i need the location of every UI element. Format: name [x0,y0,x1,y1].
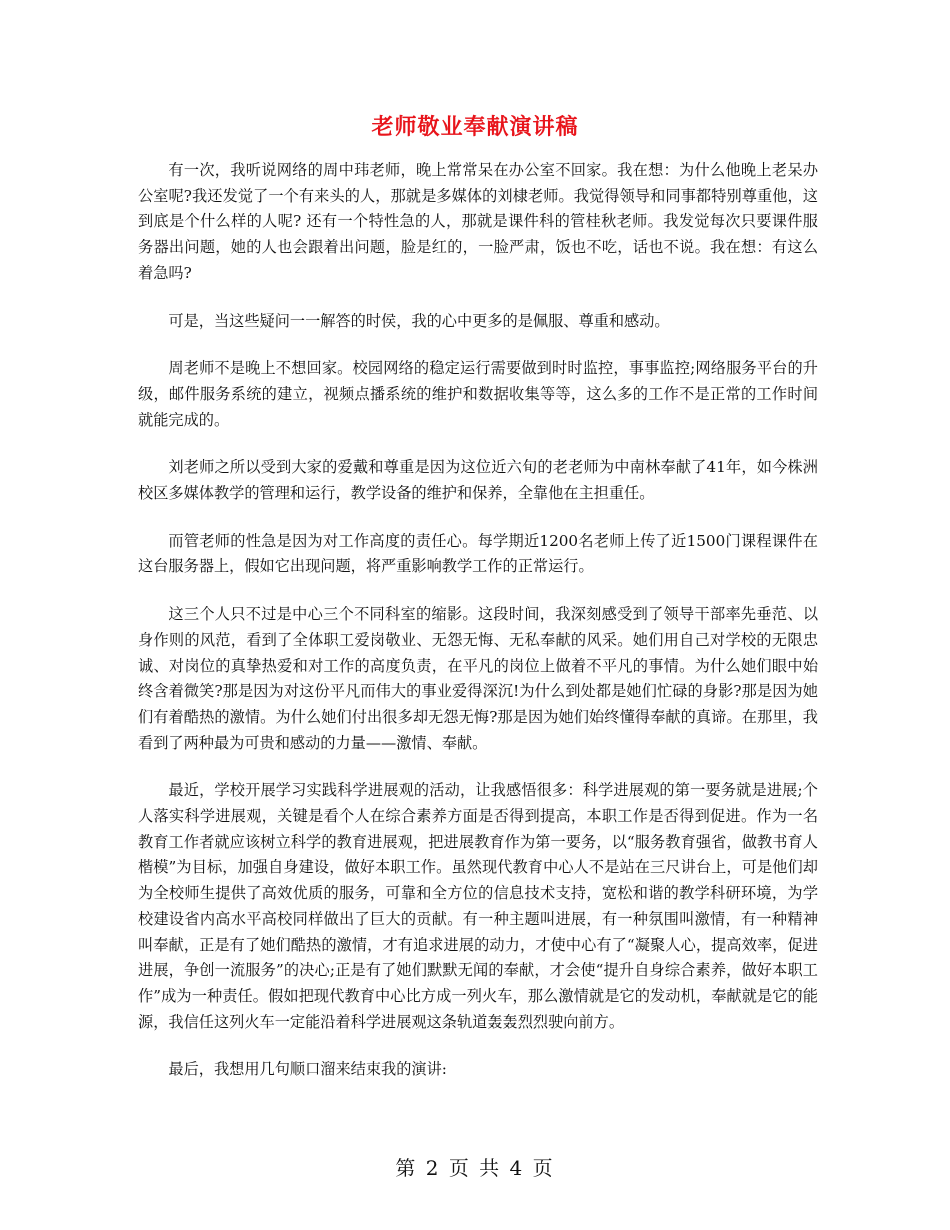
document-body [138,158,818,1105]
paragraph: 可是，当这些疑问一一解答的时侯，我的心中更多的是佩服、尊重和感动。 [168,311,670,330]
paragraph: 刘老师之所以受到大家的爱戴和尊重是因为这位近六旬的老老师为中南林奉献了41年，如今株洲校区多媒体教学的管理和运行，教学设备的维护和保养，全靠他在主担重任。 [138,458,818,503]
paragraph: 有一次，我听说网络的周中玮老师，晚上常常呆在办公室不回家。我在想：为什么他晚上老呆办公室呢?我还发觉了一个有来头的人，那就是多媒体的刘棣老师。我觉得领导和同事都特别尊重他，这到底是个什么样的人呢? 还有一个特性急的人，那就是课件科的管桂秋老师。我发觉每次只要课件服务器出问题，她的人也会跟着出问题，脸是红的，一脸严肃，饭也不吃，话也不说。我在想：有这么着急吗? [138,161,818,282]
paragraph: 最近，学校开展学习实践科学进展观的活动，让我感悟很多：科学进展观的第一要务就是进展;个人落实科学进展观，关键是看个人在综合素养方面是否得到提高，本职工作是否得到促进。作为一名教育工作者就应该树立科学的教育进展观，把进展教育作为第一要务，以“服务教育强省，做教书育人楷模”为目标，加强自身建设，做好本职工作。虽然现代教育中心人不是站在三尺讲台上，可是他们却为全校师生提供了高效优质的服务，可靠和全方位的信息技术支持，宽松和谐的教学科研环境，为学校建设省内高水平高校同样做出了巨大的贡献。有一种主题叫进展，有一种氛围叫激情，有一种精神叫奉献，正是有了她们酷热的激情，才有追求进展的动力，才使中心有了“凝聚人心，提高效率，促进进展，争创一流服务”的决心;正是有了她们默默无闻的奉献，才会使“提升自身综合素养，做好本职工作”成为一种责任。假如把现代教育中心比方成一列火车，那么激情就是它的发动机，奉献就是它的能源，我信任这列火车一定能沿着科学进展观这条轨道轰轰烈烈驶向前方。 [138,781,818,1031]
paragraph: 这三个人只不过是中心三个不同科室的缩影。这段时间，我深刻感受到了领导干部率先垂范、以身作则的风范，看到了全体职工爱岗敬业、无怨无悔、无私奉献的风采。她们用自己对学校的无限忠诚、对岗位的真挚热爱和对工作的高度负责，在平凡的岗位上做着不平凡的事情。为什么她们眼中始终含着微笑?那是因为对这份平凡而伟大的事业爱得深沉!为什么到处都是她们忙碌的身影?那是因为她们有着酷热的激情。为什么她们付出很多却无怨无悔?那是因为她们始终懂得奉献的真谛。在那里，我看到了两种最为可贵和感动的力量——激情、奉献。 [138,605,818,752]
page-number-footer: 第 2 页 共 4 页 [395,1156,555,1180]
paragraph: 周老师不是晚上不想回家。校园网络的稳定运行需要做到时时监控，事事监控;网络服务平台的升级，邮件服务系统的建立，视频点播系统的维护和数据收集等等，这么多的工作不是正常的工作时间就能完成的。 [138,359,818,429]
paragraph: 而管老师的性急是因为对工作高度的责任心。每学期近1200名老师上传了近1500门课程课件在这台服务器上，假如它出现问题，将严重影响教学工作的正常运行。 [138,531,818,576]
document-title: 老师敬业奉献演讲稿 [371,114,579,140]
paragraph: 最后，我想用几句顺口溜来结束我的演讲: [168,1060,447,1079]
